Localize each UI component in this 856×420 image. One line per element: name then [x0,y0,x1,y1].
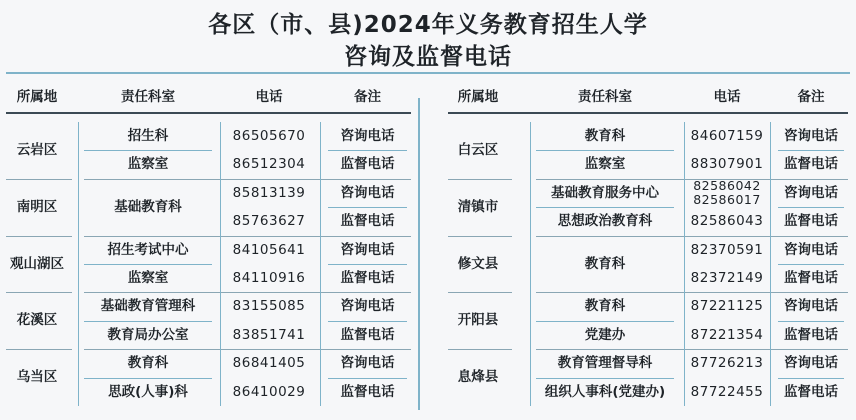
office-cell: 教育科 [584,128,626,144]
note-cell: 监督电话 [340,270,395,286]
column-rule [220,122,221,406]
phone-cell: 87726213 [690,355,764,372]
left-table [6,82,411,410]
note-cell: 监督电话 [784,383,838,400]
office-cell: 基础教育管理科 [100,298,196,315]
region-header: 所属地 [16,89,58,105]
note-cell: 咨询电话 [340,355,395,372]
region-cell: 观山湖区 [10,255,64,272]
phone-cell: 84607159 [690,128,764,144]
column-rule [78,122,79,406]
region-cell: 开阳县 [457,312,499,329]
phone-cell: 88307901 [690,156,764,173]
phone-cell: 87221125 [690,298,764,315]
note-cell: 咨询电话 [340,128,395,144]
office-cell: 教育科 [584,298,626,315]
note-cell: 监督电话 [784,270,838,286]
office-cell: 教育科 [127,355,169,372]
note-cell: 咨询电话 [784,298,838,315]
office-header: 责任科室 [121,89,175,105]
phone-cell: 82586042 82586017 [693,177,761,207]
phone-cell: 87722455 [690,383,764,400]
office-cell: 教育科 [584,255,626,272]
phone-cell: 86841405 [232,355,306,372]
page-title: 各区（市、县)2024年义务教育招生人学 [208,12,648,38]
phone-header: 电话 [255,89,283,105]
region-cell: 清镇市 [457,198,499,215]
note-cell: 监督电话 [784,156,838,173]
region-cell: 息烽县 [457,369,499,386]
note-cell: 咨询电话 [784,355,838,372]
office-cell: 教育局办公室 [107,326,189,343]
office-cell: 组织人事科(党建办) [544,383,666,400]
note-cell: 监督电话 [340,156,395,173]
phone-cell: 85763627 [232,213,306,230]
office-header: 责任科室 [578,89,632,105]
region-cell: 云岩区 [16,142,58,158]
phone-cell: 82372149 [690,270,764,286]
note-cell: 咨询电话 [340,298,395,315]
office-cell: 基础教育服务中心 [551,184,659,201]
header-rule [6,112,411,114]
phone-cell: 87221354 [690,326,764,343]
phone-cell: 83155085 [232,298,306,315]
phone-cell: 82586043 [690,213,764,230]
note-cell: 监督电话 [784,326,838,343]
phone-header: 电话 [713,89,741,105]
header-rule [448,112,848,114]
phone-cell: 84105641 [232,241,306,258]
note-cell: 监督电话 [784,213,838,230]
title-divider [6,72,850,74]
region-cell: 白云区 [457,142,499,158]
office-cell: 招生科 [127,128,169,144]
note-cell: 咨询电话 [340,241,395,258]
note-cell: 监督电话 [340,326,395,343]
region-cell: 花溪区 [16,312,58,329]
office-cell: 教育管理督导科 [557,355,653,372]
office-cell: 基础教育科 [114,198,182,215]
page-subtitle: 咨询及监督电话 [344,44,512,70]
column-rule [530,122,531,406]
phone-cell: 82370591 [690,241,764,258]
phone-cell: 86505670 [232,128,306,144]
note-cell: 咨询电话 [784,241,838,258]
phone-cell: 86512304 [232,156,306,173]
region-cell: 南明区 [16,198,58,215]
phone-cell: 85813139 [232,184,306,201]
office-cell: 招生考试中心 [107,241,189,258]
note-cell: 监督电话 [340,383,395,400]
office-cell: 监察室 [127,156,169,173]
phone-cell: 86410029 [232,383,306,400]
column-rule [684,122,685,406]
note-cell: 咨询电话 [784,184,838,201]
region-cell: 修文县 [457,255,499,272]
note-header: 备注 [797,89,825,105]
column-rule [770,122,771,406]
right-table [448,82,848,410]
office-cell: 党建办 [584,326,626,343]
region-cell: 乌当区 [16,369,58,386]
office-cell: 监察室 [127,270,169,286]
note-cell: 咨询电话 [784,128,838,144]
note-header: 备注 [354,89,381,105]
office-cell: 监察室 [584,156,626,173]
column-rule [320,122,321,406]
note-cell: 咨询电话 [340,184,395,201]
office-cell: 思政(人事)科 [108,383,188,400]
phone-cell: 84110916 [232,270,306,286]
office-cell: 思想政治教育科 [557,213,653,230]
phone-cell: 83851741 [232,326,306,343]
region-header: 所属地 [457,89,499,105]
column-divider [418,98,420,410]
note-cell: 监督电话 [340,213,395,230]
